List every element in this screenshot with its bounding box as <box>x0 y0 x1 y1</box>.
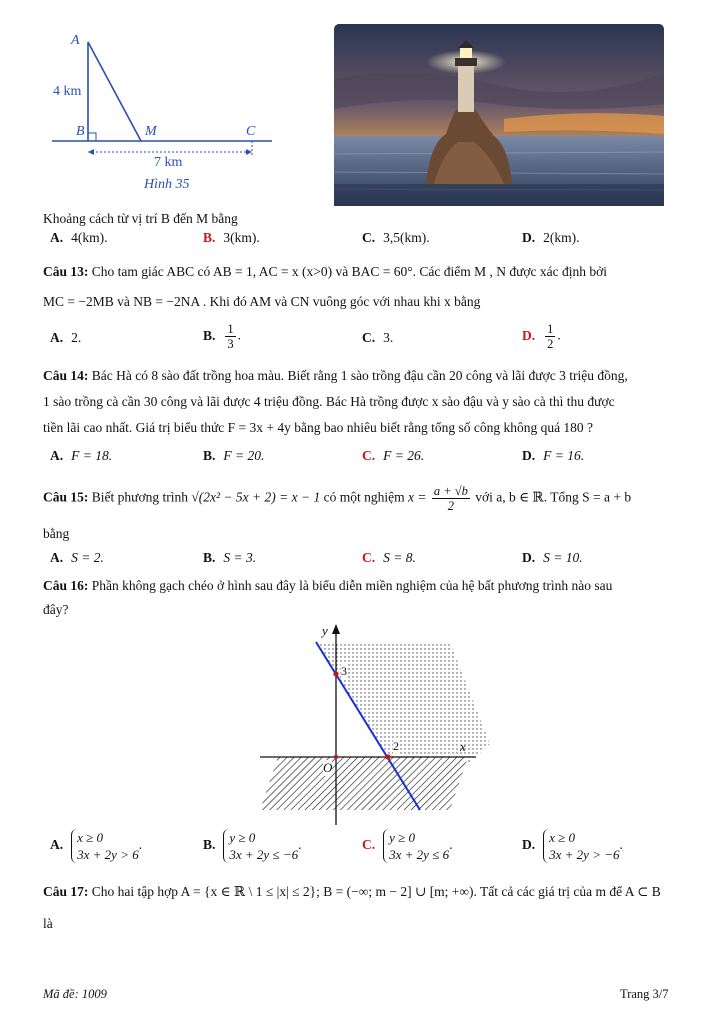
q15-line2-text: bằng <box>43 526 70 541</box>
inequality-system <box>383 829 449 863</box>
numerator: 1 <box>547 322 554 336</box>
q15-title: Câu 15: <box>43 489 89 505</box>
numerator: 1 <box>227 322 234 336</box>
label-bc-length: 7 km <box>154 155 183 170</box>
q13-options <box>50 322 690 356</box>
option-text: F = 18. <box>71 448 113 463</box>
option-text: 3(km). <box>223 230 260 245</box>
q16-line1 <box>43 576 683 596</box>
option-label: B. <box>203 550 216 565</box>
figure-35-triangle <box>40 28 290 198</box>
q15-text-a: Biết phương trình <box>91 489 188 505</box>
q14-line1 <box>43 366 683 386</box>
option-label: C. <box>362 230 376 245</box>
graph-x-label: x <box>460 739 466 754</box>
option-label: B. <box>203 327 216 343</box>
option-text: F = 16. <box>543 448 585 463</box>
option-text: F = 26. <box>383 448 425 463</box>
q15-text-c: với a, b ∈ ℝ. Tổng S = a + b <box>475 489 632 505</box>
q16-option-b[interactable]: B. y ≥ 0 3x + 2y ≤ −6. <box>203 830 302 862</box>
option-text: 3,5(km). <box>383 230 430 245</box>
y-intercept-point <box>333 671 338 676</box>
graph-origin-label: O <box>323 760 333 775</box>
system-line-2: 3x + 2y ≤ −6 <box>229 847 299 862</box>
q13-title: Câu 13: <box>43 264 89 279</box>
fraction <box>545 322 555 351</box>
q14-option-a[interactable] <box>50 448 112 464</box>
q14-title: Câu 14: <box>43 368 89 383</box>
system-line-1: y ≥ 0 <box>389 830 416 845</box>
q12-option-b[interactable] <box>203 230 260 246</box>
option-label: D. <box>522 448 536 463</box>
q17-line1-text: Cho hai tập hợp A = {x ∈ ℝ \ 1 ≤ |x| ≤ 2}; B = (−∞; m − 2] ∪ [m; +∞). Tất cả các giá trị của m để A ⊂ B <box>91 884 661 899</box>
option-label: C. <box>362 550 376 565</box>
graph-x-tick-label: 2 <box>393 739 399 753</box>
q14-options <box>50 448 690 470</box>
q14-line2-text: 1 sào trồng cà cần 30 công và lãi được 4 triệu đồng. Bác Hà trồng được x sào đậu và y sào cà thì thu được <box>43 394 615 409</box>
q16-options <box>50 827 690 869</box>
lighthouse-photo <box>334 24 664 206</box>
q12-option-a[interactable] <box>50 230 108 246</box>
q14-option-b[interactable] <box>203 448 264 464</box>
label-a: A <box>71 33 80 48</box>
exam-code: Mã đề: 1009 <box>43 987 107 1001</box>
q16-graph <box>240 620 510 830</box>
q15-line2 <box>43 524 683 544</box>
option-label: C. <box>362 837 376 853</box>
q15-text-b: có một nghiệm <box>323 489 405 505</box>
option-label: A. <box>50 230 64 245</box>
q14-line3-text: tiền lãi cao nhất. Giá trị biểu thức F = 3x + 4y bằng bao nhiêu biết rằng tổng số công không quá 180 ? <box>43 420 594 435</box>
q17-line2 <box>43 914 683 934</box>
q17-line2-text: là <box>43 916 53 931</box>
option-label: A. <box>50 448 64 463</box>
option-label: B. <box>203 230 216 245</box>
denominator: 3 <box>227 337 234 351</box>
x-intercept-point <box>385 754 390 759</box>
q15-option-a[interactable] <box>50 550 104 566</box>
q13-line2-text: MC = −2MB và NB = −2NA . Khi đó AM và CN vuông góc với nhau khi x bằng <box>43 294 481 309</box>
graph-y-label: y <box>322 623 328 638</box>
inequality-system <box>543 829 619 863</box>
q13-line1-text: Cho tam giác ABC có AB = 1, AC = x (x>0) và BAC = 60°. Các điểm M , N được xác định bởi <box>91 264 608 279</box>
hatched-region-lower <box>260 757 468 810</box>
q17-title: Câu 17: <box>43 884 89 899</box>
y-axis-arrow <box>332 624 340 634</box>
option-label: B. <box>203 448 216 463</box>
option-text: S = 10. <box>543 550 583 565</box>
origin-point <box>334 755 338 759</box>
denominator: 2 <box>447 499 454 513</box>
numerator: a + √b <box>433 484 468 498</box>
q13-option-b[interactable]: B. $\frac{1}{3}$ . <box>203 322 242 351</box>
option-label: D. <box>522 837 536 853</box>
label-c: C <box>246 124 256 139</box>
fraction <box>225 322 235 351</box>
system-line-1: y ≥ 0 <box>229 830 256 845</box>
q14-option-c[interactable] <box>362 448 424 464</box>
option-text: S = 3. <box>223 550 257 565</box>
option-text: F = 20. <box>223 448 265 463</box>
q15-option-d[interactable] <box>522 550 583 566</box>
q14-option-d[interactable] <box>522 448 584 464</box>
inequality-system <box>71 829 139 863</box>
system-line-1: x ≥ 0 <box>549 830 576 845</box>
q14-line1-text: Bác Hà có 8 sào đất trồng hoa màu. Biết rằng 1 sào trồng đậu cần 20 công và lãi được 3 triệu đồng, <box>91 368 628 383</box>
graph-y-tick-label: 3 <box>341 664 347 678</box>
option-label: A. <box>50 550 64 565</box>
option-text: S = 8. <box>383 550 416 565</box>
label-m: M <box>145 124 157 139</box>
q13-option-c[interactable] <box>362 330 393 346</box>
q14-line3 <box>43 418 683 438</box>
option-label: A. <box>50 330 64 345</box>
q15-equation: √(2x² − 5x + 2) = x − 1 <box>191 489 321 505</box>
q15-option-b[interactable] <box>203 550 256 566</box>
q13-option-d[interactable]: D. $\frac{1}{2}$ . <box>522 322 561 351</box>
q16-line2-text: đây? <box>43 602 69 617</box>
q12-stem-text: Khoảng cách từ vị trí B đến M bằng <box>43 211 238 226</box>
q12-options <box>50 230 690 252</box>
label-ab-length: 4 km <box>53 84 82 99</box>
q13-option-a[interactable] <box>50 330 81 346</box>
option-text: 4(km). <box>71 230 108 245</box>
label-b: B <box>76 124 85 139</box>
system-line-2: 3x + 2y ≤ 6 <box>389 847 450 862</box>
denominator: 2 <box>547 337 554 351</box>
system-line-2: 3x + 2y > 6 <box>77 847 139 862</box>
q16-title: Câu 16: <box>43 578 89 593</box>
q15-root-lhs: x = <box>407 489 427 505</box>
q13-line2 <box>43 292 683 312</box>
q15-option-c[interactable] <box>362 550 416 566</box>
option-label: D. <box>522 550 536 565</box>
q15-root-fraction <box>432 484 470 513</box>
option-label: B. <box>203 837 216 853</box>
q16-option-d[interactable]: D. x ≥ 0 3x + 2y > −6. <box>522 830 623 862</box>
q16-option-c[interactable]: C. y ≥ 0 3x + 2y ≤ 6. <box>362 830 453 862</box>
figure-caption: Hình 35 <box>144 177 190 192</box>
q16-line2 <box>43 600 683 620</box>
q16-line1-text: Phần không gạch chéo ở hình sau đây là biểu diễn miền nghiệm của hệ bất phương trình nào sau <box>91 578 613 593</box>
q13-line1 <box>43 262 683 282</box>
option-label: C. <box>362 448 376 463</box>
option-text: 3. <box>383 330 394 345</box>
q12-stem <box>43 209 683 229</box>
option-label: A. <box>50 837 64 853</box>
q17-line1 <box>43 882 683 902</box>
q15-line1 <box>43 484 683 518</box>
q14-line2 <box>43 392 683 412</box>
option-text: 2. <box>71 330 82 345</box>
option-label: D. <box>522 230 536 245</box>
q16-option-a[interactable]: A. x ≥ 0 3x + 2y > 6. <box>50 830 143 862</box>
q12-option-d[interactable] <box>522 230 580 246</box>
system-line-1: x ≥ 0 <box>77 830 104 845</box>
system-line-2: 3x + 2y > −6 <box>549 847 620 862</box>
option-text: S = 2. <box>71 550 104 565</box>
option-label: C. <box>362 330 376 345</box>
option-text: 2(km). <box>543 230 580 245</box>
q15-options <box>50 550 690 572</box>
q12-option-c[interactable] <box>362 230 430 246</box>
page-number: Trang 3/7 <box>620 987 669 1001</box>
option-label: D. <box>522 327 536 343</box>
inequality-system <box>223 829 298 863</box>
